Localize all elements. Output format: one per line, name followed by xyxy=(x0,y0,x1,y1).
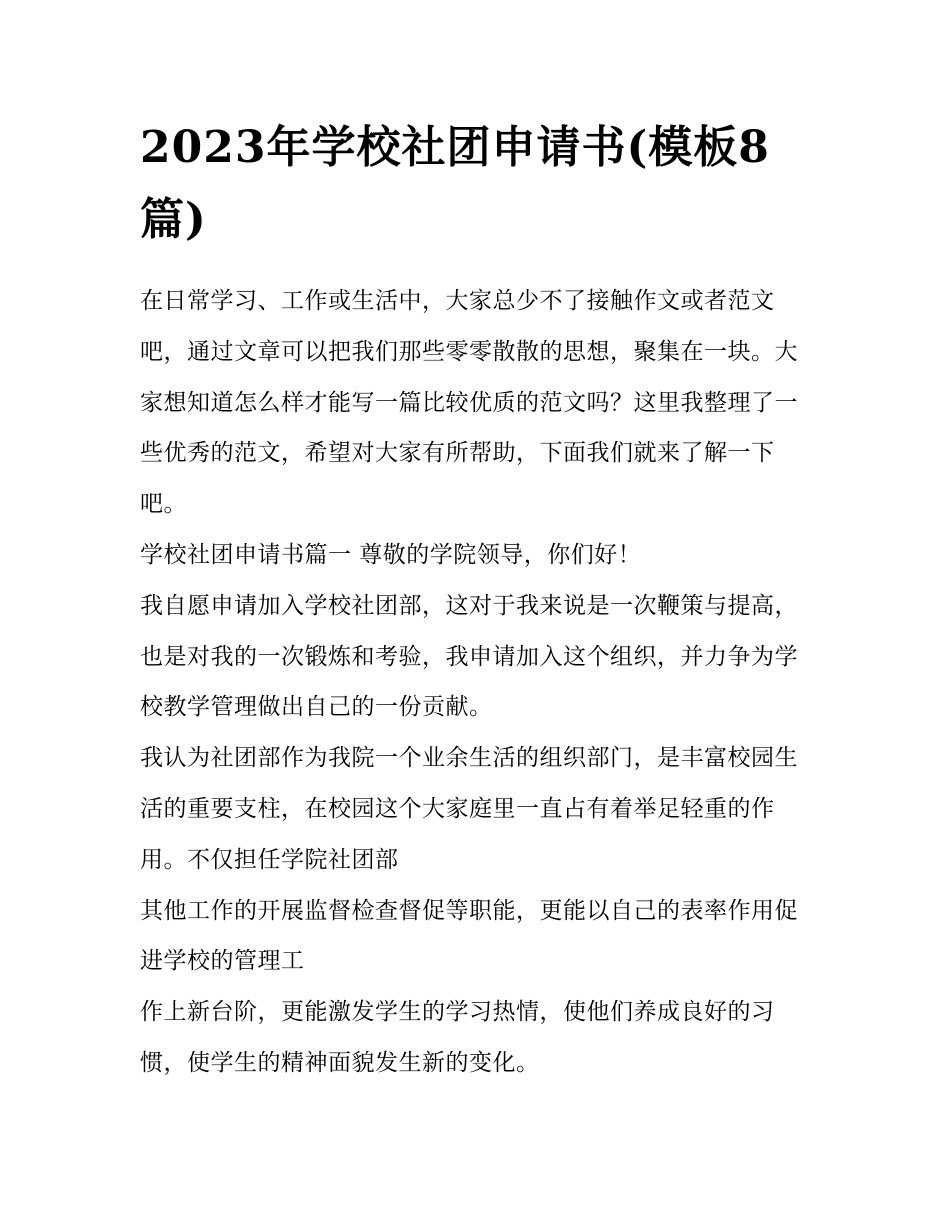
document-body xyxy=(140,276,820,1089)
paragraph-greeting: 学校社团申请书篇一 尊敬的学院领导，你们好！ xyxy=(140,541,642,568)
paragraph-duties: 其他工作的开展监督检查督促等职能，更能以自己的表率作用促进学校的管理工 xyxy=(140,897,798,975)
paragraph-intro: 在日常学习、工作或生活中，大家总少不了接触作文或者范文吧，通过文章可以把我们那些零零散散的思想，聚集在一块。大家想知道怎么样才能写一篇比较优质的范文吗？这里我整理了一些优秀的范文，希望对大家有所帮助，下面我们就来了解一下吧。 xyxy=(140,288,798,518)
paragraph-opinion: 我认为社团部作为我院一个业余生活的组织部门，是丰富校园生活的重要支柱，在校园这个大家庭里一直占有着举足轻重的作用。不仅担任学院社团部 xyxy=(140,745,798,873)
paragraph-application: 我自愿申请加入学校社团部，这对于我来说是一次鞭策与提高，也是对我的一次锻炼和考验，我申请加入这个组织，并力争为学校教学管理做出自己的一份贡献。 xyxy=(140,592,798,721)
paragraph-effects: 作上新台阶，更能激发学生的学习热情，使他们养成良好的习惯，使学生的精神面貌发生新的变化。 xyxy=(140,999,775,1076)
document-title: 2023年学校社团申请书(模板8篇) xyxy=(140,122,770,245)
